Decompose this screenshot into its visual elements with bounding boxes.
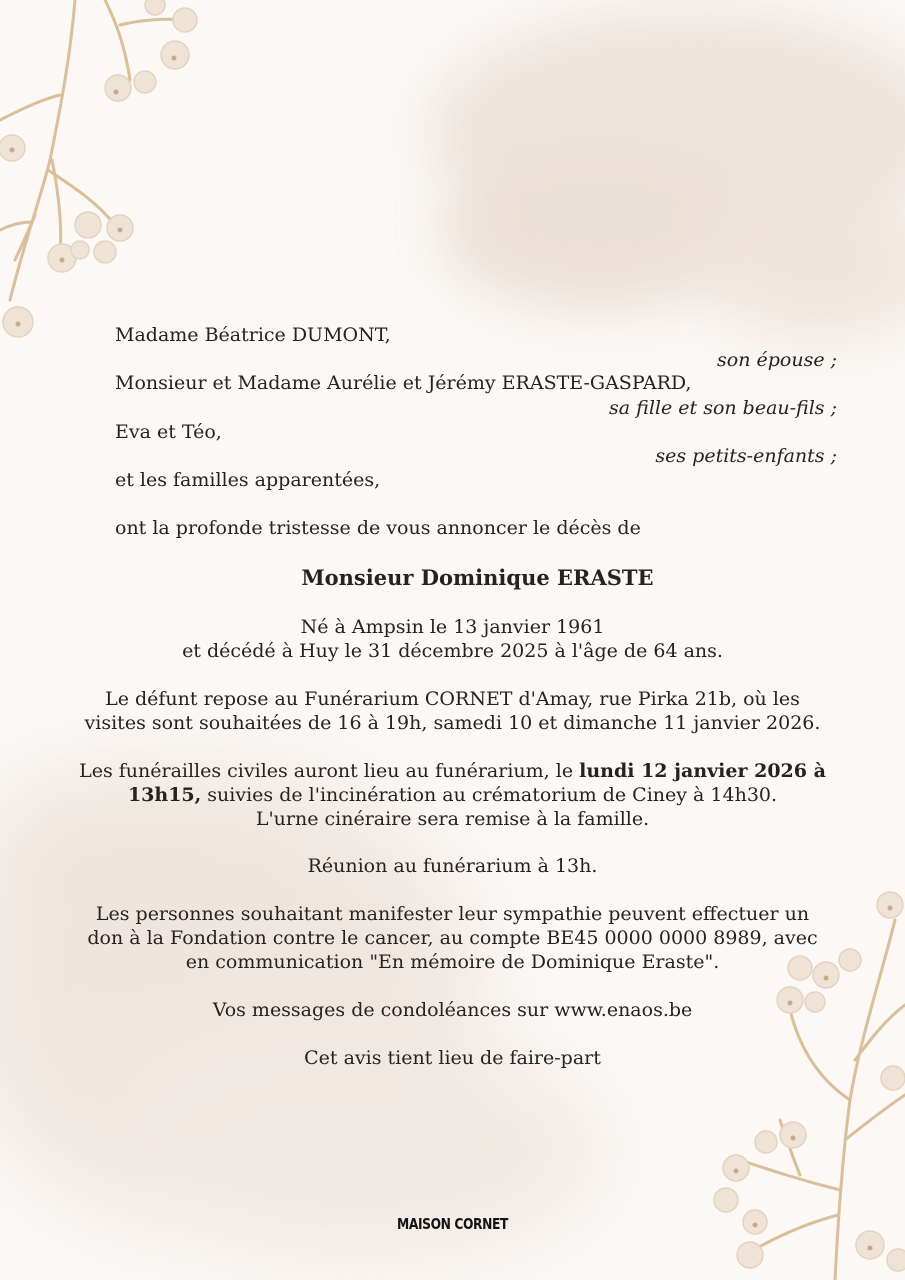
funeral-line-1 xyxy=(60,759,845,783)
funeral-info xyxy=(60,759,845,831)
birth-death-info xyxy=(60,615,845,663)
family-member-spouse: Madame Béatrice DUMONT, xyxy=(115,324,391,346)
brand-logo: MAISON CORNET xyxy=(397,1215,508,1233)
rest-line-1: Le défunt repose au Funérarium CORNET d'Amay, rue Pirka 21b, où les xyxy=(105,688,800,710)
notice-text: Cet avis tient lieu de faire-part xyxy=(304,1047,601,1069)
family-member-relatives: et les familles apparentées, xyxy=(115,469,381,491)
funeral-time: 13h15, xyxy=(127,784,202,806)
donation-line-2: don à la Fondation contre le cancer, au compte BE45 0000 0000 8989, avec xyxy=(87,927,818,949)
rest-line-2: visites sont souhaitées de 16 à 19h, samedi 10 et dimanche 11 janvier 2026. xyxy=(84,712,821,734)
family-role-spouse: son épouse ; xyxy=(717,349,837,371)
funeral-line-2 xyxy=(60,783,845,807)
rest-info xyxy=(60,687,845,735)
death-line: et décédé à Huy le 31 décembre 2025 à l'âge de 64 ans. xyxy=(182,640,723,662)
meeting-info: Réunion au funérarium à 13h. xyxy=(307,855,598,877)
condolences-info: Vos messages de condoléances sur www.enaos.be xyxy=(212,999,693,1021)
deceased-name: Monsieur Dominique ERASTE xyxy=(301,565,654,590)
birth-line: Né à Ampsin le 13 janvier 1961 xyxy=(300,616,605,638)
funeral-line-1-text: Les funérailles civiles auront lieu au funérarium, le xyxy=(79,760,580,782)
family-role-grandchildren: ses petits-enfants ; xyxy=(655,445,837,467)
family-member-daughter: Monsieur et Madame Aurélie et Jérémy ERASTE-GASPARD, xyxy=(115,372,692,394)
donation-info xyxy=(60,902,845,974)
family-member-grandchildren: Eva et Téo, xyxy=(115,421,222,443)
family-role-daughter: sa fille et son beau-fils ; xyxy=(609,397,837,419)
donation-line-3: en communication "En mémoire de Dominique Eraste". xyxy=(185,951,720,973)
funeral-line-2-text: suivies de l'incinération au crématorium de Ciney à 14h30. xyxy=(201,784,778,806)
funeral-date: lundi 12 janvier 2026 à xyxy=(579,760,826,782)
announcement-text: ont la profonde tristesse de vous annoncer le décès de xyxy=(115,517,641,539)
funeral-line-3: L'urne cinéraire sera remise à la famille. xyxy=(255,808,650,830)
donation-line-1: Les personnes souhaitant manifester leur sympathie peuvent effectuer un xyxy=(95,903,810,925)
